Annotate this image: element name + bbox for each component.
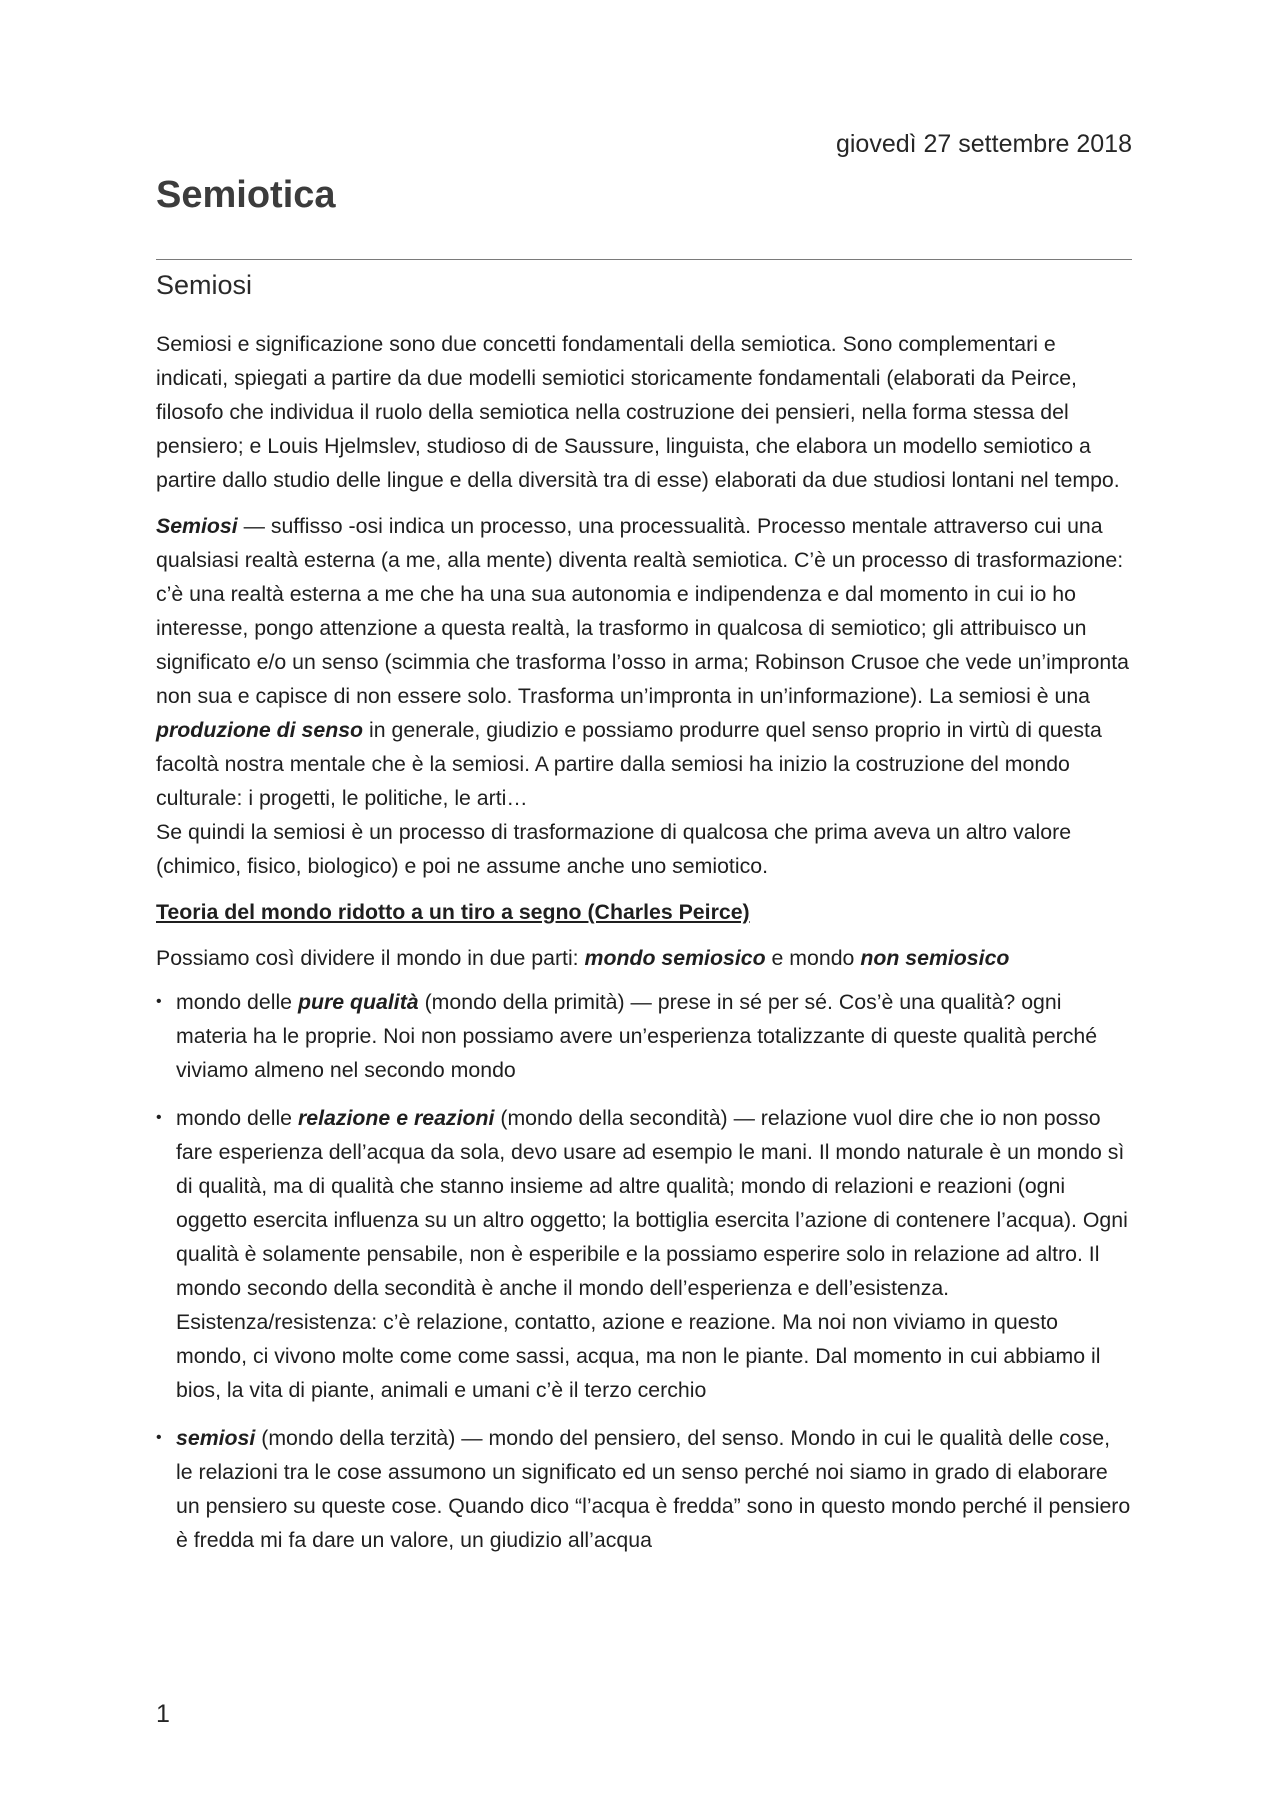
list-item-text-pre: mondo delle xyxy=(176,990,298,1014)
list-item-text-post: (mondo della primità) — prese in sé per sé. Cos’è una qualità? ogni materia ha le proprie. Noi non possiamo avere un’esperienza totalizzante di queste qualità perché viviamo almeno nel secondo mondo xyxy=(176,990,1098,1082)
list-item-emphasis: semiosi xyxy=(176,1426,256,1450)
theory-text-b: e mondo xyxy=(765,946,861,970)
worlds-list xyxy=(156,985,1132,1557)
title-divider xyxy=(156,259,1132,260)
list-item xyxy=(156,1421,1132,1557)
semiosi-text-b: in generale, giudizio e possiamo produrre quel senso proprio in virtù di questa facoltà nostra mentale che è la semiosi. A partire dalla semiosi ha inizio la costruzione del mondo culturale: i progetti, le politiche, le arti… xyxy=(156,718,1102,810)
theory-paragraph xyxy=(156,941,1132,975)
semiosi-term: Semiosi xyxy=(156,514,238,538)
page-number: 1 xyxy=(156,1700,170,1728)
theory-text-a: Possiamo così dividere il mondo in due parti: xyxy=(156,946,585,970)
semiosi-paragraph xyxy=(156,509,1132,815)
document-title: Semiotica xyxy=(156,174,336,216)
bullet-icon: • xyxy=(156,1429,162,1446)
intro-paragraph: Semiosi e significazione sono due concetti fondamentali della semiotica. Sono complementari e indicati, spiegati a partire da due modelli semiotici storicamente fondamentali (elaborati da Peirce, filosofo che individua il ruolo della semiotica nella costruzione dei pensieri, nella forma stessa del pensiero; e Louis Hjelmslev, studioso di de Saussure, linguista, che elabora un modello semiotico a partire dallo studio delle lingue e della diversità tra di esse) elaborati da due studiosi lontani nel tempo. xyxy=(156,332,1120,492)
document-date: giovedì 27 settembre 2018 xyxy=(835,130,1132,158)
bullet-icon: • xyxy=(156,1109,162,1126)
semiosi-conclusion: Se quindi la semiosi è un processo di trasformazione di qualcosa che prima aveva un altro valore (chimico, fisico, biologico) e poi ne assume anche uno semiotico. xyxy=(156,820,1072,878)
section-heading: Semiosi xyxy=(156,270,253,300)
list-item xyxy=(156,1101,1132,1407)
semiosi-emphasis: produzione di senso xyxy=(156,718,364,742)
theory-heading: Teoria del mondo ridotto a un tiro a segno (Charles Peirce) xyxy=(156,900,750,924)
document-body xyxy=(156,327,1132,1571)
theory-emphasis-non-semiosico: non semiosico xyxy=(860,946,1010,970)
list-item xyxy=(156,985,1132,1087)
list-item-text-post: (mondo della terzità) — mondo del pensiero, del senso. Mondo in cui le qualità delle cose, le relazioni tra le cose assumono un significato ed un senso perché noi siamo in grado di elaborare un pensiero su queste cose. Quando dico “l’acqua è fredda” sono in questo mondo perché il pensiero è fredda mi fa dare un valore, un giudizio all’acqua xyxy=(176,1426,1131,1552)
list-item-text-pre: mondo delle xyxy=(176,1106,298,1130)
document-page xyxy=(156,0,1132,1811)
list-item-emphasis: relazione e reazioni xyxy=(297,1106,495,1130)
bullet-icon: • xyxy=(156,993,162,1010)
theory-emphasis-semiosico: mondo semiosico xyxy=(584,946,766,970)
semiosi-text-a: — suffisso -osi indica un processo, una processualità. Processo mentale attraverso cui una qualsiasi realtà esterna (a me, alla mente) diventa realtà semiotica. C’è un processo di trasformazione: c’è una realtà esterna a me che ha una sua autonomia e indipendenza e dal momento in cui io ho interesse, pongo attenzione a questa realtà, la trasformo in qualcosa di semiotico; gli attribuisco un significato e/o un senso (scimmia che trasforma l’osso in arma; Robinson Crusoe che vede un’impronta non sua e capisce di non essere solo. Trasforma un’impronta in un’informazione). La semiosi è una xyxy=(156,514,1130,708)
list-item-text-post: (mondo della secondità) — relazione vuol dire che io non posso fare esperienza dell’acqua da sola, devo usare ad esempio le mani. Il mondo naturale è un mondo sì di qualità, ma di qualità che stanno insieme ad altre qualità; mondo di relazioni e reazioni (ogni oggetto esercita influenza su un altro oggetto; la bottiglia esercita l’azione di contenere l’acqua). Ogni qualità è solamente pensabile, non è esperibile e la possiamo esperire solo in relazione ad altro. Il mondo secondo della secondità è anche il mondo dell’esperienza e dell’esistenza. Esistenza/resistenza: c’è relazione, contatto, azione e reazione. Ma noi non viviamo in questo mondo, ci vivono molte come come sassi, acqua, ma non le piante. Dal momento in cui abbiamo il bios, la vita di piante, animali e umani c’è il terzo cerchio xyxy=(176,1106,1128,1402)
list-item-emphasis: pure qualità xyxy=(297,990,419,1014)
